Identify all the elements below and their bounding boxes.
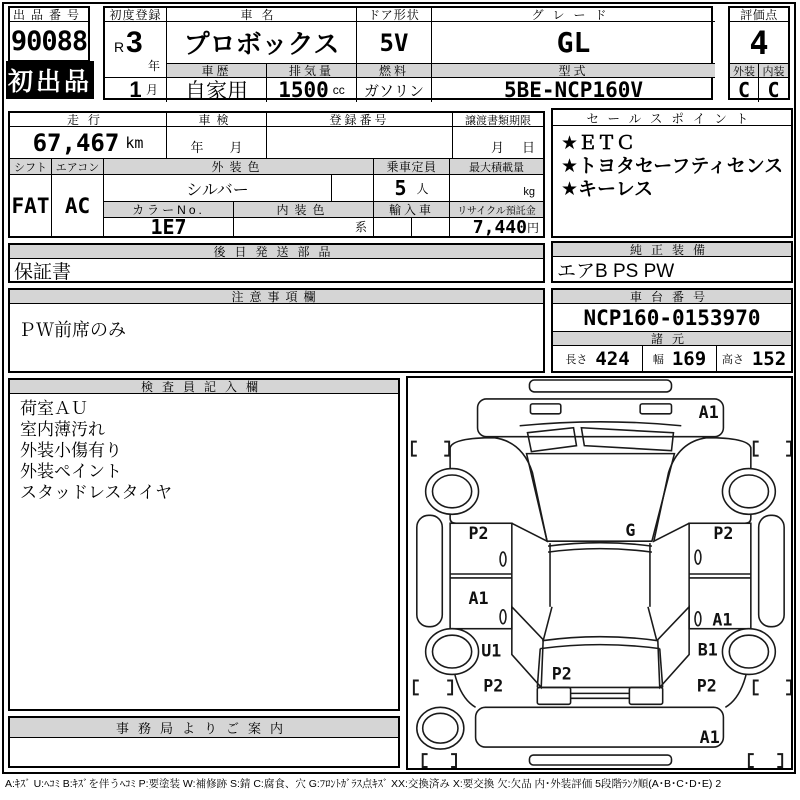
max-load-cell: kg <box>450 175 543 202</box>
equipment-value: エアB PS PW <box>557 260 675 281</box>
tail-light-left <box>537 687 570 704</box>
damage-code-legend: A:ｷｽﾞ U:ﾍｺﾐ B:ｷｽﾞを伴うﾍｺﾐ P:要塗装 W:補修跡 S:錆 C:腐食、穴 G:ﾌﾛﾝﾄｶﾞﾗｽ点ｷｽﾞ XX:交換済み X:要交換 欠:欠品 内･外装評価 5段階ﾗﾝｸ順(A･B･C･D･E) 2 <box>5 778 722 790</box>
inspection-label: 車検 <box>167 113 267 127</box>
exterior-grade-label: 外装 <box>730 64 759 78</box>
inspector-box <box>8 378 400 711</box>
displacement-unit: cc <box>332 83 345 97</box>
damage-code-label: A1 <box>699 727 720 748</box>
dimensions-label: 諸元 <box>553 332 791 346</box>
car-diagram-box <box>406 376 793 770</box>
recycle-value: 7,440 <box>472 218 527 236</box>
wheel-rear-right-inner <box>729 635 768 668</box>
tailgate-side-left <box>537 649 540 688</box>
damage-code-label: A1 <box>468 587 489 608</box>
later-parts-label: 後日発送部品 <box>10 245 543 259</box>
damage-code-label: P2 <box>713 523 734 544</box>
interior-color-cell: 系 <box>234 218 374 236</box>
corner-bracket <box>754 680 759 694</box>
car-name-label: 車名 <box>167 8 357 22</box>
inspection-cell <box>167 127 267 159</box>
front-bumper <box>529 380 671 392</box>
damage-code-label: B1 <box>697 639 718 660</box>
inspector-note-line: 外装小傷有り <box>20 441 122 460</box>
damage-code-label: P2 <box>468 523 489 544</box>
equipment-box <box>551 241 793 283</box>
damage-code-label: A1 <box>698 401 719 422</box>
door-shape-label: ドア形状 <box>357 8 432 22</box>
transfer-deadline-cell <box>453 127 543 159</box>
spare-tire-inner <box>423 713 458 743</box>
fuel-value: ガソリン <box>357 78 432 102</box>
era-code: R <box>114 39 125 55</box>
hood-vent-right <box>640 404 671 414</box>
transfer-month-unit: 月 <box>490 140 504 155</box>
tailgate <box>476 707 724 747</box>
first-reg-month-cell <box>105 78 167 102</box>
rear-bumper <box>529 755 671 765</box>
door-shape-value: 5V <box>357 22 432 64</box>
notes-value: ＰＷ前席のみ <box>18 320 126 340</box>
door-handle <box>500 552 506 566</box>
mileage-value: 67,467 <box>32 128 120 157</box>
door-handle <box>695 612 701 626</box>
displacement-label: 排気量 <box>267 64 357 78</box>
shift-value: FAT <box>10 175 52 236</box>
displacement-value: 1500 <box>278 78 329 102</box>
model-code-value: 5BE-NCP160V <box>503 78 644 102</box>
car-name-value: プロボックス <box>167 22 357 64</box>
reg-year: 3 <box>126 26 143 59</box>
hood-vent-left <box>530 404 560 414</box>
first-reg-label: 初度登録 <box>105 8 167 22</box>
damage-code-label: P2 <box>696 675 717 696</box>
car-diagram-svg <box>408 378 791 768</box>
tail-light-right <box>629 687 662 704</box>
import-label: 輸入車 <box>374 202 450 218</box>
corner-bracket <box>451 754 456 767</box>
later-parts-box <box>8 243 545 283</box>
spec-box <box>8 111 545 238</box>
corner-bracket <box>447 680 452 694</box>
corner-bracket <box>423 754 428 767</box>
rear-window-band-2 <box>540 645 660 649</box>
reg-number-label: 登録番号 <box>267 113 453 127</box>
import-cell-2 <box>412 218 450 236</box>
inspector-note-line: 室内薄汚れ <box>20 420 105 439</box>
width-value: 169 <box>671 347 707 370</box>
length-label: 長さ <box>565 353 588 366</box>
capacity-cell <box>374 175 450 202</box>
sales-points-list <box>561 132 783 201</box>
damage-code-label: G <box>625 520 636 541</box>
color-no-label: カラーNo. <box>104 202 234 218</box>
color-no-value: 1E7 <box>104 218 234 236</box>
notes-label: 注意事項欄 <box>10 290 543 304</box>
inspector-note-line: 荷室ＡＵ <box>20 399 88 418</box>
side-glass-left <box>417 515 442 626</box>
chassis-label: 車台番号 <box>553 290 791 304</box>
lot-number-value: 90088 <box>10 25 88 57</box>
width-cell <box>643 346 717 371</box>
wheel-front-right-inner <box>729 475 768 508</box>
damage-code-label: P2 <box>483 675 504 696</box>
damage-code-label: U1 <box>481 640 502 661</box>
shift-label: シフト <box>10 159 52 175</box>
door-handle <box>500 610 506 624</box>
max-load-label: 最大積載量 <box>450 159 543 175</box>
wiper-right <box>581 428 673 451</box>
transfer-day-unit: 日 <box>521 140 535 155</box>
corner-bracket <box>412 442 417 456</box>
transfer-deadline-label: 譲渡書類期限 <box>453 113 543 127</box>
recycle-unit: 円 <box>526 220 539 235</box>
capacity-label: 乗車定員 <box>374 159 450 175</box>
damage-code-label: A1 <box>712 609 733 630</box>
height-label: 高さ <box>721 353 744 366</box>
inspection-year-unit: 年 <box>190 140 204 155</box>
lot-number-box <box>8 6 90 62</box>
displacement-cell <box>267 78 357 102</box>
mileage-cell <box>10 127 167 159</box>
inspector-label: 検査員記入欄 <box>10 380 398 394</box>
door-handle <box>695 550 701 564</box>
roof-front-line-1 <box>548 543 652 546</box>
vehicle-header-box <box>103 6 713 100</box>
sales-point-item: ★ＥＴＣ <box>561 133 636 154</box>
interior-grade-value: C <box>767 78 780 102</box>
hood-panel <box>478 399 724 437</box>
exterior-color-extra-cell <box>332 175 374 202</box>
corner-bracket <box>786 680 791 694</box>
mileage-unit: km <box>125 133 144 152</box>
history-label: 車歴 <box>167 64 267 78</box>
inspector-notes <box>20 398 172 503</box>
interior-color-label: 内装色 <box>234 202 374 218</box>
recycle-cell <box>450 218 543 236</box>
corner-bracket <box>749 754 754 767</box>
corner-bracket <box>444 442 449 456</box>
sales-point-item: ★トヨタセーフティセンス <box>561 156 784 177</box>
sales-point-item: ★キーレス <box>561 179 654 200</box>
chassis-value: NCP160-0153970 <box>553 304 791 332</box>
inspector-note-line: 外装ペイント <box>20 462 122 481</box>
notes-box <box>8 288 545 373</box>
reg-month: 1 <box>129 78 142 102</box>
height-cell <box>717 346 791 371</box>
wheel-front-left-inner <box>432 475 471 508</box>
wiper-left <box>528 428 577 452</box>
sales-points-label: セールスポイント <box>553 110 791 126</box>
score-value: 4 <box>730 22 788 64</box>
grade-label: グレード <box>432 8 715 22</box>
roof-front-line-2 <box>548 549 652 552</box>
exterior-color-value: シルバー <box>104 175 332 202</box>
sales-points-box <box>551 108 793 238</box>
chassis-box <box>551 288 793 373</box>
rear-window-side-left <box>543 607 552 641</box>
exterior-grade-value: C <box>730 78 759 102</box>
score-box <box>728 6 790 100</box>
capacity-value: 5 <box>394 176 407 200</box>
wheel-rear-left-inner <box>432 635 471 668</box>
model-code-label: 型式 <box>432 64 715 78</box>
inspection-month-unit: 月 <box>229 140 243 155</box>
aircon-value: AC <box>52 175 104 236</box>
office-box <box>8 716 400 768</box>
lot-number-label: 出品番号 <box>10 8 88 22</box>
equipment-label: 純正装備 <box>553 243 791 257</box>
rear-window-side-right <box>648 607 657 641</box>
corner-bracket <box>414 680 419 694</box>
height-value: 152 <box>751 347 787 370</box>
capacity-unit: 人 <box>416 181 429 196</box>
damage-code-label: P2 <box>551 663 572 684</box>
first-reg-year-cell <box>105 22 167 78</box>
mileage-label: 走行 <box>10 113 167 127</box>
corner-bracket <box>786 442 791 456</box>
office-label: 事務局よりご案内 <box>10 718 398 738</box>
rear-window-band-1 <box>542 637 658 641</box>
score-label: 評価点 <box>730 8 788 22</box>
later-parts-value: 保証書 <box>14 261 72 281</box>
grade-value: GL <box>432 22 715 64</box>
inspector-note-line: スタッドレスタイヤ <box>20 483 173 502</box>
aircon-label: エアコン <box>52 159 104 175</box>
reg-year-unit: 年 <box>147 59 160 73</box>
windshield <box>527 454 675 542</box>
fuel-label: 燃料 <box>357 64 432 78</box>
width-label: 幅 <box>652 353 664 366</box>
reg-month-unit: 月 <box>145 83 158 97</box>
first-listing-badge: 初出品 <box>6 61 94 99</box>
length-cell <box>553 346 643 371</box>
corner-bracket <box>754 442 759 456</box>
import-cell-1 <box>374 218 412 236</box>
interior-grade-label: 内装 <box>759 64 788 78</box>
recycle-label: リサイクル預託金 <box>450 202 543 218</box>
exterior-color-label: 外装色 <box>104 159 374 175</box>
side-glass-right <box>759 515 784 626</box>
corner-bracket <box>777 754 782 767</box>
cowl-line <box>520 422 682 426</box>
length-value: 424 <box>595 347 630 370</box>
history-value: 自家用 <box>167 78 267 102</box>
reg-number-cell <box>267 127 453 159</box>
